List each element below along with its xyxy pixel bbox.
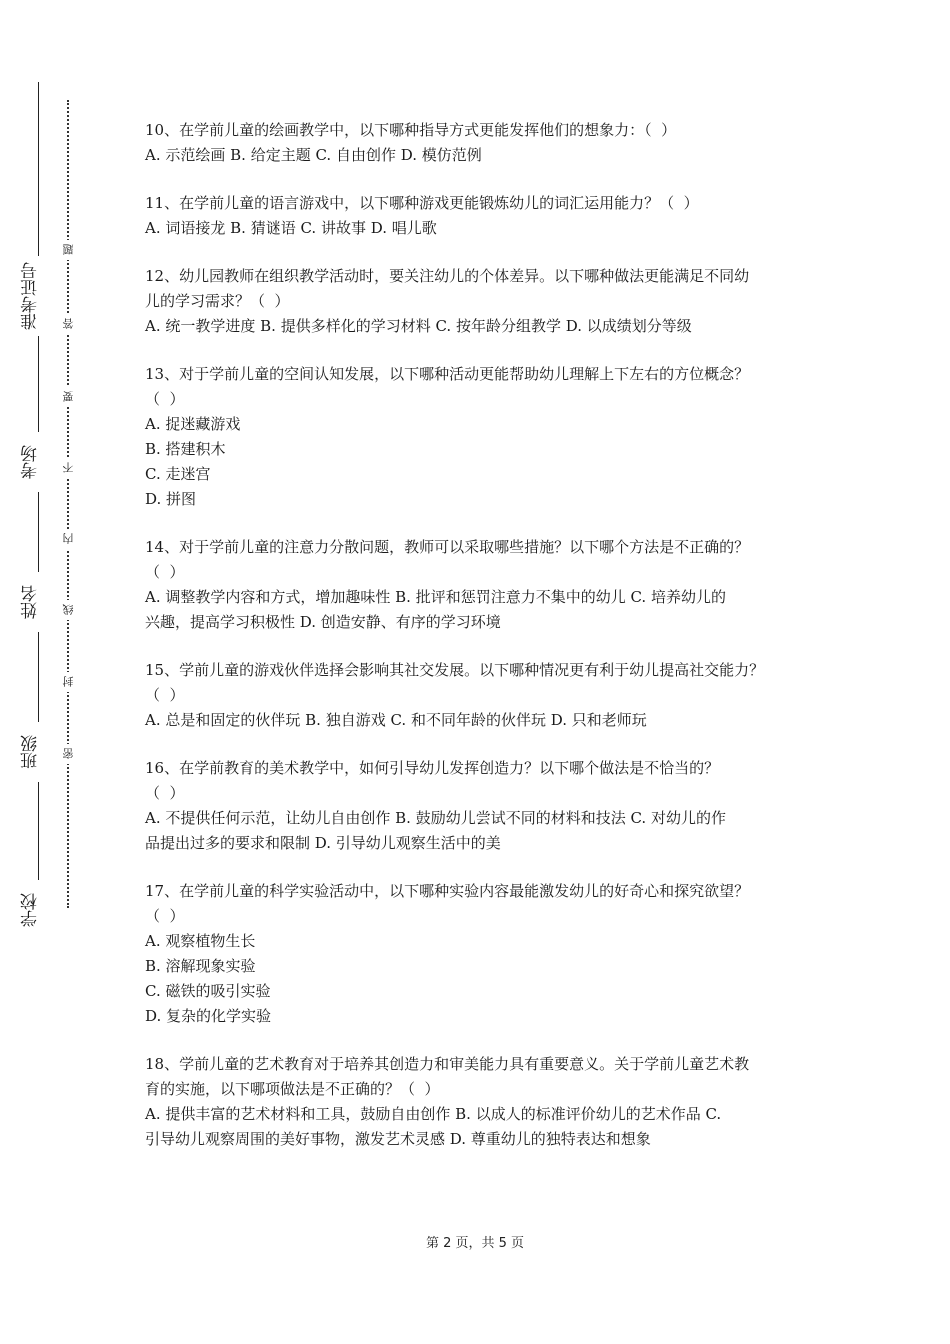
exam-room-label: 考场 (20, 432, 42, 492)
question-stem: 10、在学前儿童的绘画教学中，以下哪种指导方式更能发挥他们的想象力：（ ） (145, 121, 677, 139)
option-c: C. 走迷宫 (145, 465, 211, 483)
question-stem: （ ） (145, 907, 185, 925)
question-options: A. 总是和固定的伙伴玩 B. 独自游戏 C. 和不同年龄的伙伴玩 D. 只和老师玩 (145, 711, 647, 729)
question-options: 品提出过多的要求和限制 D. 引导幼儿观察生活中的美 (145, 834, 501, 852)
question-options: A. 示范绘画 B. 给定主题 C. 自由创作 D. 模仿范例 (145, 146, 482, 164)
question-18 (145, 1052, 825, 1152)
question-stem: 18、学前儿童的艺术教育对于培养其创造力和审美能力具有重要意义。关于学前儿童艺术教 (145, 1055, 750, 1073)
binding-margin (0, 0, 110, 1344)
seal-char: 线 (59, 600, 75, 620)
seal-char: 不 (59, 458, 75, 478)
option-d: D. 复杂的化学实验 (145, 1007, 272, 1025)
question-10 (145, 118, 825, 168)
seal-char: 要 (59, 387, 75, 407)
question-stem: （ ） (145, 563, 185, 581)
question-12 (145, 264, 825, 339)
seal-char: 内 (59, 529, 75, 549)
question-options: 兴趣，提高学习积极性 D. 创造安静、有序的学习环境 (145, 613, 501, 631)
option-d: D. 拼图 (145, 490, 197, 508)
question-11 (145, 191, 825, 241)
name-label: 姓名 (20, 572, 42, 632)
question-stem: 14、对于学前儿童的注意力分散问题，教师可以采取哪些措施？以下哪个方法是不正确的？ (145, 538, 750, 556)
question-stem: 13、对于学前儿童的空间认知发展，以下哪种活动更能帮助幼儿理解上下左右的方位概念？ (145, 365, 750, 383)
exam-number-label: 准考证号 (20, 256, 42, 336)
question-options: A. 统一教学进度 B. 提供多样化的学习材料 C. 按年龄分组教学 D. 以成绩划分等级 (145, 317, 692, 335)
question-stem: 12、幼儿园教师在组织教学活动时，要关注幼儿的个体差异。以下哪种做法更能满足不同幼 (145, 267, 750, 285)
question-17 (145, 879, 825, 1029)
question-options: A. 提供丰富的艺术材料和工具，鼓励自由创作 B. 以成人的标准评价幼儿的艺术作品 C. (145, 1105, 722, 1123)
seal-dotted-line (67, 100, 69, 908)
seal-char: 答 (59, 314, 75, 334)
page-number: 第 2 页，共 5 页 (425, 1236, 525, 1251)
question-14 (145, 535, 825, 635)
question-options: 引导幼儿观察周围的美好事物，激发艺术灵感 D. 尊重幼儿的独特表达和想象 (145, 1130, 651, 1148)
question-16 (145, 756, 825, 856)
option-b: B. 搭建积木 (145, 440, 226, 458)
question-13 (145, 362, 825, 512)
option-b: B. 溶解现象实验 (145, 957, 256, 975)
question-stem: （ ） (145, 784, 185, 802)
question-stem: 11、在学前儿童的语言游戏中，以下哪种游戏更能锻炼幼儿的词汇运用能力？（ ） (145, 194, 699, 212)
question-stem: 育的实施，以下哪项做法是不正确的？（ ） (145, 1080, 440, 1098)
option-a: A. 观察植物生长 (145, 932, 256, 950)
question-stem: （ ） (145, 686, 185, 704)
question-options: A. 调整教学内容和方式，增加趣味性 B. 批评和惩罚注意力不集中的幼儿 C. 培养幼儿的 (145, 588, 726, 606)
school-label: 学校 (20, 880, 42, 940)
question-options: A. 词语接龙 B. 猜谜语 C. 讲故事 D. 唱儿歌 (145, 219, 437, 237)
option-c: C. 磁铁的吸引实验 (145, 982, 271, 1000)
seal-char: 密 (59, 744, 75, 764)
option-a: A. 捉迷藏游戏 (145, 415, 241, 433)
question-options: A. 不提供任何示范，让幼儿自由创作 B. 鼓励幼儿尝试不同的材料和技法 C. 对幼儿的作 (145, 809, 726, 827)
seal-char: 封 (59, 672, 75, 692)
question-stem: 16、在学前教育的美术教学中，如何引导幼儿发挥创造力？以下哪个做法是不恰当的？ (145, 759, 720, 777)
binding-solid-line (38, 82, 39, 920)
question-15 (145, 658, 825, 733)
question-stem: 15、学前儿童的游戏伙伴选择会影响其社交发展。以下哪种情况更有利于幼儿提高社交能力？ (145, 661, 765, 679)
question-stem: 17、在学前儿童的科学实验活动中，以下哪种实验内容最能激发幼儿的好奇心和探究欲望？ (145, 882, 750, 900)
question-stem: 儿的学习需求？（ ） (145, 292, 290, 310)
class-label: 班级 (20, 722, 42, 782)
question-list (145, 118, 825, 1175)
seal-char: 题 (59, 240, 75, 260)
question-stem: （ ） (145, 390, 185, 408)
